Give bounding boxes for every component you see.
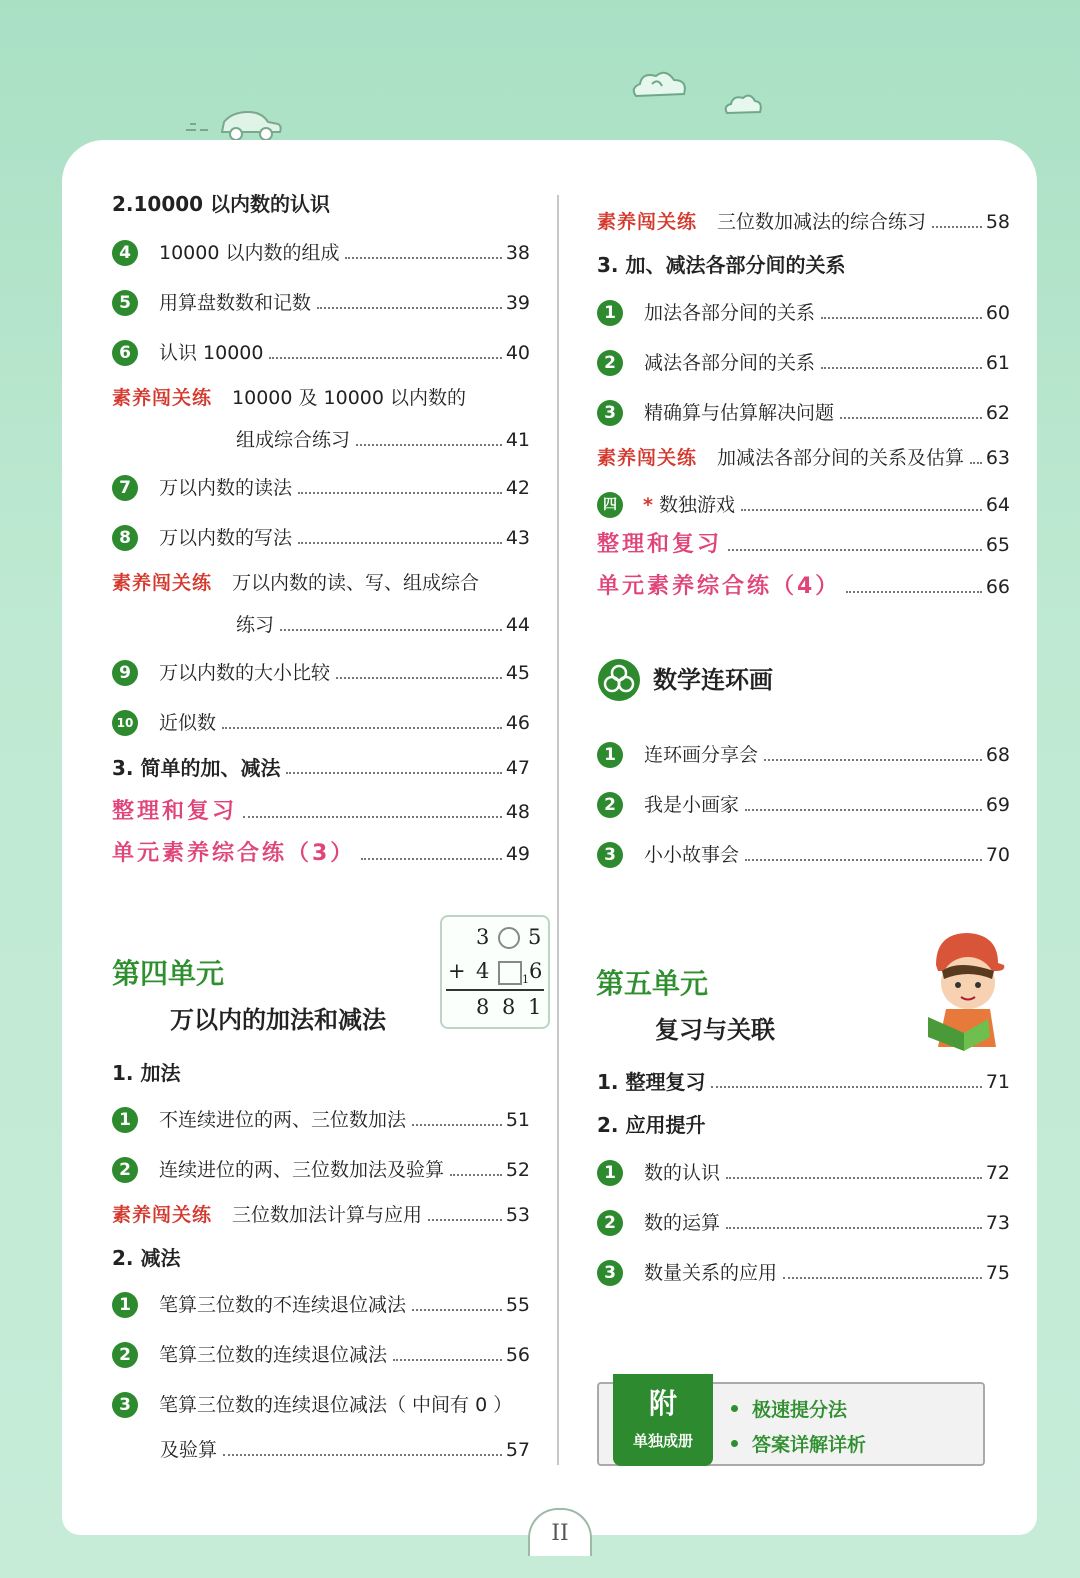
leader-dots	[317, 307, 502, 309]
leader-dots	[821, 317, 982, 319]
number-badge: 8	[112, 525, 138, 551]
leader-dots	[741, 509, 982, 511]
car-icon	[182, 104, 292, 144]
number-badge: 1	[597, 1160, 623, 1186]
challenge-tag: 素养闯关练	[112, 387, 213, 409]
toc-entry[interactable]: 1 连环画分享会 68	[597, 742, 1010, 768]
reading-boy-icon	[918, 925, 1010, 1055]
leader-dots	[932, 226, 982, 228]
number-badge: 3	[597, 400, 623, 426]
leader-dots	[356, 444, 502, 446]
toc-entry-challenge[interactable]: 素养闯关练 三位数加减法的综合练习 58	[597, 211, 1010, 233]
unit-four-subtitle: 万以内的加法和减法	[170, 1006, 386, 1034]
leader-dots	[783, 1277, 982, 1279]
leader-dots	[345, 257, 501, 259]
page-number: II	[528, 1508, 592, 1556]
leader-dots	[428, 1219, 502, 1221]
number-badge: 10	[112, 710, 138, 736]
challenge-tag: 素养闯关练	[597, 447, 698, 469]
leader-dots	[450, 1174, 502, 1176]
number-badge: 1	[597, 300, 623, 326]
leader-dots	[336, 677, 502, 679]
toc-entry[interactable]: 10 近似数 46	[112, 710, 530, 736]
number-badge: 2	[597, 350, 623, 376]
leader-dots	[726, 1177, 982, 1179]
cloud-icon	[628, 68, 692, 102]
toc-entry[interactable]: 1 数的认识 72	[597, 1160, 1010, 1186]
section-heading: 2.10000 以内数的认识	[112, 192, 331, 216]
cloud-icon	[722, 92, 764, 118]
number-badge: 9	[112, 660, 138, 686]
number-badge: 4	[112, 240, 138, 266]
section-heading: 2. 减法	[112, 1246, 181, 1270]
leader-dots	[728, 549, 982, 551]
number-badge: 6	[112, 340, 138, 366]
leader-dots	[298, 542, 502, 544]
toc-entry[interactable]: 3 精确算与估算解决问题 62	[597, 400, 1010, 426]
toc-entry-continued[interactable]: 练习 44	[236, 614, 530, 636]
challenge-tag: 素养闯关练	[112, 572, 213, 594]
leader-dots	[223, 1454, 502, 1456]
toc-review-entry[interactable]: 整理和复习 48	[112, 799, 530, 824]
leader-dots	[222, 727, 502, 729]
leader-dots	[840, 417, 982, 419]
column-divider	[557, 195, 559, 1465]
leader-dots	[269, 357, 501, 359]
toc-entry[interactable]: 2 连续进位的两、三位数加法及验算 52	[112, 1157, 530, 1183]
toc-entry[interactable]: 3 笔算三位数的连续退位减法（ 中间有 0 ）	[112, 1392, 512, 1418]
appendix-tag: 附 单独成册	[613, 1374, 713, 1466]
section-heading: 2. 应用提升	[597, 1113, 706, 1137]
leader-dots	[298, 492, 502, 494]
leader-dots	[970, 462, 982, 464]
toc-entry[interactable]: 4 10000 以内数的组成 38	[112, 240, 530, 266]
leader-dots	[711, 1086, 981, 1088]
toc-entry[interactable]: 3 数量关系的应用 75	[597, 1260, 1010, 1286]
number-badge: 2	[112, 1157, 138, 1183]
toc-entry[interactable]: 2 减法各部分间的关系 61	[597, 350, 1010, 376]
toc-entry[interactable]: 2 笔算三位数的连续退位减法 56	[112, 1342, 530, 1368]
toc-entry-continued[interactable]: 及验算 57	[160, 1439, 530, 1461]
leader-dots	[243, 816, 502, 818]
toc-unit-practice-entry[interactable]: 单元素养综合练（4） 66	[597, 574, 1010, 599]
leader-dots	[280, 629, 502, 631]
addition-puzzle: 3 5 + 4 1 6 8 8 1	[440, 915, 550, 1029]
leader-dots	[412, 1309, 502, 1311]
toc-entry[interactable]: 7 万以内数的读法 42	[112, 475, 530, 501]
leader-dots	[745, 859, 982, 861]
number-badge: 1	[597, 742, 623, 768]
leader-dots	[846, 591, 982, 593]
toc-entry-challenge[interactable]: 素养闯关练 万以内数的读、写、组成综合	[112, 572, 480, 594]
number-badge: 四	[597, 492, 623, 518]
bullet-icon	[731, 1405, 738, 1412]
toc-entry-game[interactable]: 四 * 数独游戏 64	[597, 492, 1010, 518]
toc-entry[interactable]: 1 笔算三位数的不连续退位减法 55	[112, 1292, 530, 1318]
appendix-item: 极速提分法	[731, 1395, 847, 1422]
comic-section-title: 数学连环画	[653, 666, 773, 694]
number-badge: 3	[597, 842, 623, 868]
blank-circle	[498, 927, 520, 949]
toc-unit-practice-entry[interactable]: 单元素养综合练（3） 49	[112, 841, 530, 866]
challenge-tag: 素养闯关练	[597, 211, 698, 233]
toc-review-entry[interactable]: 整理和复习 65	[597, 532, 1010, 557]
toc-entry[interactable]: 8 万以内数的写法 43	[112, 525, 530, 551]
toc-entry-challenge[interactable]: 素养闯关练 三位数加法计算与应用 53	[112, 1204, 530, 1226]
number-badge: 2	[112, 1342, 138, 1368]
toc-entry[interactable]: 2 数的运算 73	[597, 1210, 1010, 1236]
leader-dots	[286, 772, 501, 774]
leader-dots	[412, 1124, 502, 1126]
toc-entry[interactable]: 5 用算盘数数和记数 39	[112, 290, 530, 316]
toc-section-entry[interactable]: 3. 简单的加、减法 47	[112, 756, 530, 780]
toc-entry[interactable]: 2 我是小画家 69	[597, 792, 1010, 818]
leader-dots	[393, 1359, 502, 1361]
toc-entry[interactable]: 6 认识 10000 40	[112, 340, 530, 366]
number-badge: 2	[597, 792, 623, 818]
sum-line	[446, 989, 544, 991]
section-heading: 3. 加、减法各部分间的关系	[597, 253, 846, 277]
number-badge: 7	[112, 475, 138, 501]
appendix-box	[597, 1382, 985, 1466]
toc-entry[interactable]: 1 加法各部分间的关系 60	[597, 300, 1010, 326]
leader-dots	[764, 759, 982, 761]
leader-dots	[745, 809, 982, 811]
toc-entry-challenge[interactable]: 素养闯关练 加减法各部分间的关系及估算 63	[597, 447, 1010, 469]
toc-entry[interactable]: 3 小小故事会 70	[597, 842, 1010, 868]
unit-five-subtitle: 复习与关联	[655, 1016, 775, 1044]
toc-section-entry[interactable]: 1. 整理复习 71	[597, 1070, 1010, 1094]
bullet-icon	[731, 1440, 738, 1447]
trefoil-icon	[597, 658, 641, 702]
number-badge: 3	[597, 1260, 623, 1286]
toc-entry-challenge[interactable]: 素养闯关练 10000 及 10000 以内数的	[112, 387, 467, 409]
toc-entry-continued[interactable]: 组成综合练习 41	[236, 429, 530, 451]
leader-dots	[361, 858, 502, 860]
number-badge: 2	[597, 1210, 623, 1236]
toc-entry[interactable]: 9 万以内数的大小比较 45	[112, 660, 530, 686]
number-badge: 1	[112, 1292, 138, 1318]
section-heading: 1. 加法	[112, 1061, 181, 1085]
number-badge: 5	[112, 290, 138, 316]
number-badge: 3	[112, 1392, 138, 1418]
challenge-tag: 素养闯关练	[112, 1204, 213, 1226]
unit-five-title: 第五单元	[596, 967, 709, 1000]
toc-entry[interactable]: 1 不连续进位的两、三位数加法 51	[112, 1107, 530, 1133]
blank-square	[498, 961, 522, 985]
unit-four-title: 第四单元	[112, 957, 225, 990]
number-badge: 1	[112, 1107, 138, 1133]
leader-dots	[821, 367, 982, 369]
leader-dots	[726, 1227, 982, 1229]
appendix-item: 答案详解详析	[731, 1430, 866, 1457]
